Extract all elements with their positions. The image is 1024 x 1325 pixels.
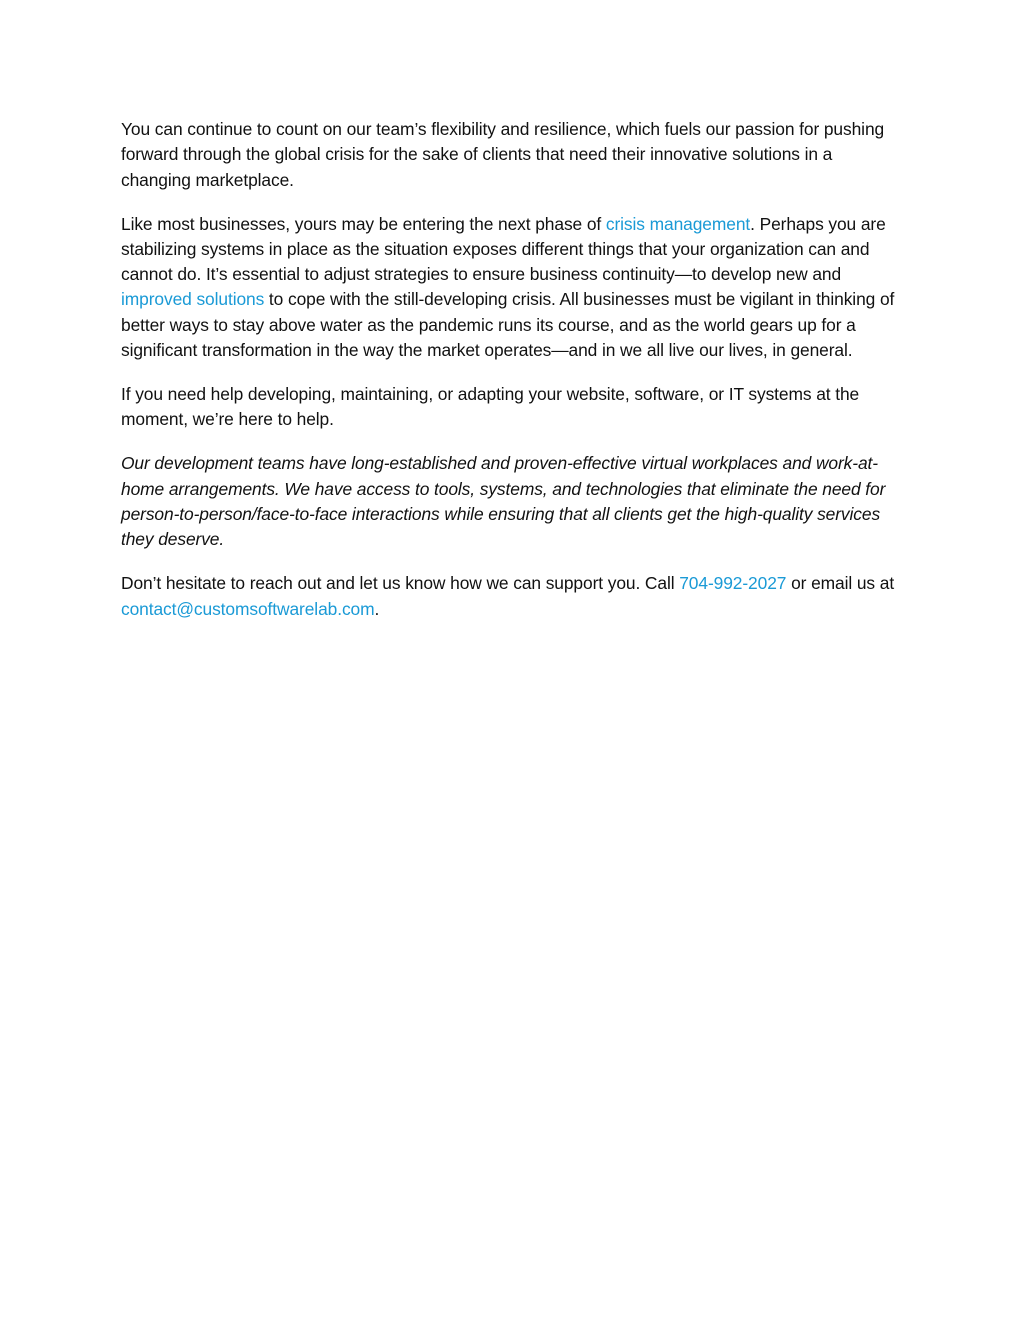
paragraph-team-flexibility: You can continue to count on our team’s flexibility and resilience, which fuels our passion for pushing forward through the global crisis for the sake of clients that need their innovative solutions in a changing marketplace. [121, 119, 885, 190]
paragraph-text: . Perhaps you are stabilizing systems in place as the situation exposes different things that your organization can and cannot do. It’s essential to adjust strategies to ensure business continuity—to develop new and [121, 213, 886, 285]
crisis-management-link[interactable]: crisis management [605, 213, 751, 234]
email-link[interactable]: contact@customsoftwarelab.com [121, 598, 375, 619]
paragraph-development-teams: Our development teams have long-established and proven-effective virtual workplaces and work-at-home arrangements. We have access to tools, systems, and technologies that eliminate the need for person-to-person/face-to-face interactions while ensuring that all clients get the high-quality services they deserve. [121, 453, 886, 550]
document-body [121, 117, 896, 640]
paragraph-text: or email us at [786, 573, 895, 594]
paragraph-text: Don’t hesitate to reach out and let us know how we can support you. Call [121, 573, 680, 594]
paragraph-text: Like most businesses, yours may be entering the next phase of [121, 213, 606, 234]
paragraph-text: to cope with the still-developing crisis. All businesses must be vigilant in thinking of better ways to stay above water as the pandemic runs its course, and as the world gears up for a significant transformation in the way the market operates—and in we all live our lives, in general. [121, 289, 895, 361]
paragraph-help-offer: If you need help developing, maintaining, or adapting your website, software, or IT systems at the moment, we’re here to help. [121, 384, 860, 430]
paragraph-crisis-management [121, 212, 896, 364]
paragraph-contact [121, 571, 896, 622]
phone-link[interactable]: 704-992-2027 [679, 573, 787, 594]
improved-solutions-link[interactable]: improved solutions [121, 289, 265, 310]
paragraph-text: . [374, 598, 380, 619]
